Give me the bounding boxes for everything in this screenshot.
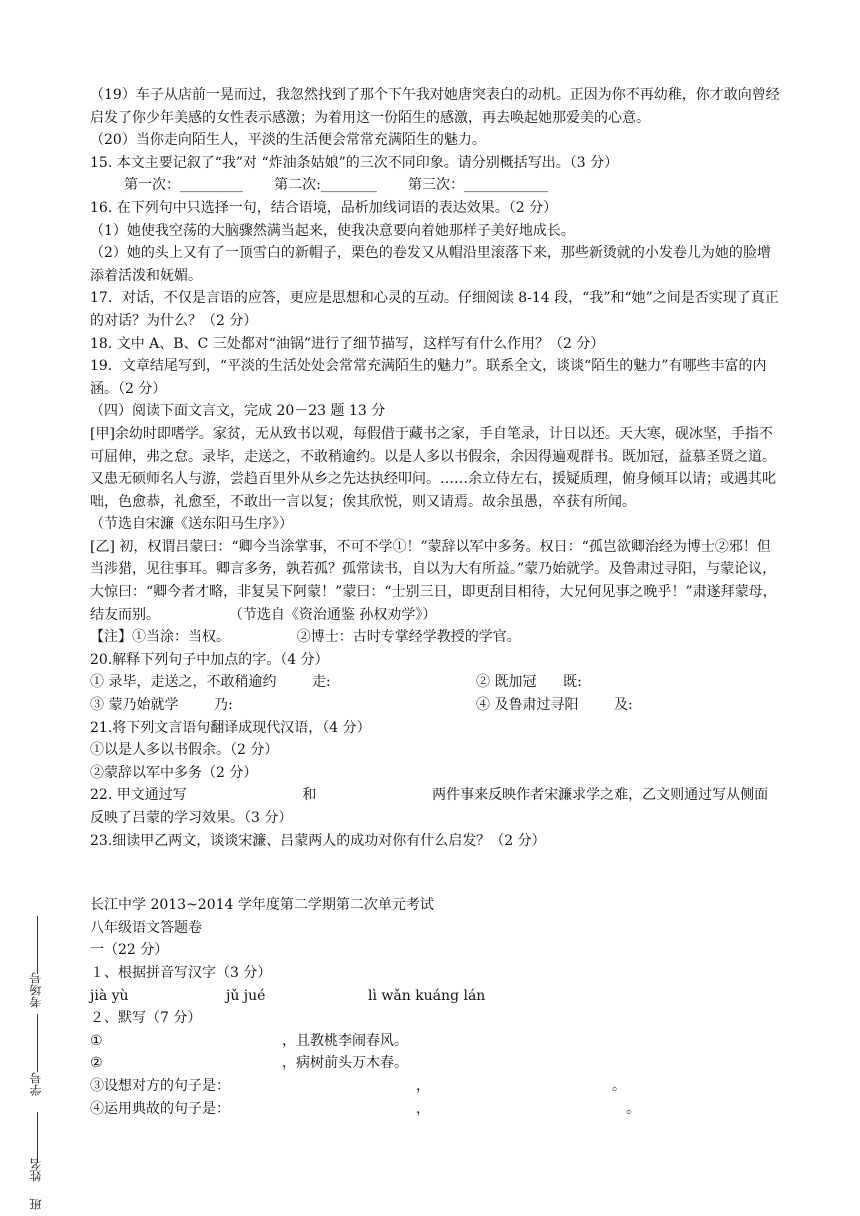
question-17: 17．对话，不仅是言语的应答，更应是思想和心灵的互动。仔细阅读 8-14 段，“我”和“她”之间是否实现了真正的对话？为什么？（2 分） [90,290,779,329]
recitation-4-comma: ， [416,1100,430,1117]
question-1: １、根据拼音写汉字（3 分） [90,964,272,981]
question-15-blanks: 第一次：_________ 第二次:________ 第三次：____________ [124,177,549,194]
question-16: 16. 在下列句中只选择一句，结合语境，品析加线词语的表达效果。（2 分） [90,199,558,216]
question-19: 19．文章结尾写到，“平淡的生活处处会常常充满陌生的魅力”。联系全文，谈谈“陌生的魅力”有哪些丰富的内涵。（2 分） [90,358,767,397]
recitation-4-label: ④运用典故的句子是： [90,1100,230,1117]
annotation-note: 【注】①当涂：当权。 ②博士：古时专掌经学教授的学官。 [90,629,521,646]
recitation-2-number: ② [90,1055,103,1072]
recitation-4-period: 。 [626,1100,640,1117]
question-23: 23.细读甲乙两文，谈谈宋濂、吕蒙两人的成功对你有什么启发？（2 分） [90,832,546,849]
question-16-option-1: （1）她使我空荡的大脑骤然满当起来，使我决意要向着她那样子美好地成长。 [90,222,575,239]
passage-jia-text: [甲]余幼时即嗜学。家贫，无从致书以观，每假借于藏书之家，手自笔录，计日以还。天大寒，砚冰坚，手指不可屈伸，弗之怠。录毕，走送之，不敢稍逾约。以是人多以书假余，余因得遍观群书。既加冠，益慕圣贤之道。又患无硕师名人与游，尝趋百里外从乡之先达执经叩问。……余立侍左右，援疑质理，俯身倾耳以请；或遇其叱咄，色愈恭，礼愈至，不敢出一言以复；俟其欣悦，则又请焉。故余虽愚，卒获有所闻。 [90,425,776,510]
question-22: 22. 甲文通过写 和 两件事来反映作者宋濂求学之难，乙文则通过写从侧面反映了吕蒙的学习效果。（3 分） [90,787,769,826]
passage-yi [90,536,782,626]
recitation-row-1 [90,1030,782,1053]
question-2: ２、默写（7 分） [90,1010,202,1027]
recitation-3-label: ③设想对方的句子是： [90,1077,230,1094]
paragraph-20: （20）当你走向陌生人，平淡的生活便会常常充满陌生的魅力。 [90,132,486,149]
xuehao-rule [37,1014,38,1072]
recitation-1-text: ，且教桃李闹春风。 [282,1032,408,1049]
recitation-3-period: 。 [612,1077,626,1094]
question-18: 18. 文中 A、B、C 三处都对“油锅”进行了细节描写，这样写有什么作用？（2 分） [90,335,605,352]
recitation-3-comma: ， [416,1077,430,1094]
passage-jia [90,423,782,536]
question-15: 15. 本文主要记叙了“我”对 “炸油条姑娘”的三次不同印象。请分别概括写出。（3 分） [90,154,619,171]
pinyin-item-1: jià yù [90,987,129,1004]
question-20-item-4: ④ 及鲁肃过寻阳 及: [476,697,633,714]
recitation-2-text: ，病树前头万木春。 [282,1055,408,1072]
question-21-item-2: ②蒙辞以军中多务（2 分） [90,764,258,781]
binding-margin [0,880,80,1216]
recitation-row-4 [90,1098,782,1121]
recitation-1-number: ① [90,1032,103,1049]
paragraph-19: （19）车子从店前一晃而过，我忽然找到了那个下午我对她唐突表白的动机。正因为你不再幼稚，你才敢向曾经启发了你少年美感的女性表示感激；为着用这一份陌生的感激，再去唤起她那爱美的心意。 [90,87,780,126]
passage-yi-text: [乙] 初，权谓吕蒙曰：“卿今当涂掌事，不可不学①！”蒙辞以军中多务。权日：“孤岂欲卿治经为博士②邪！但当涉猎，见往事耳。卿言多务，孰若孤？孤常读书，自以为大有所益。”蒙乃始就学。及鲁肃过寻阳，与蒙论议，大惊曰：“卿今者才略，非复吴下阿蒙！”蒙曰：“士别三日，即更刮目相待，大兄何见事之晚乎！”肃遂拜蒙母，结友而别。 [90,538,777,623]
passage-jia-source: （节选自宋濂《送东阳马生序》） [90,516,293,533]
pinyin-row [90,985,782,1008]
answer-sheet-subtitle: 八年级语文答题卷 [90,919,202,936]
pinyin-item-3: lì wǎn kuáng lán [368,987,486,1004]
question-20-row-1 [90,671,782,694]
xingming-rule [37,1112,38,1162]
xuehao-label: 学号 [29,1072,43,1096]
passage-yi-source: （节选自《资治通鉴 孙权劝学》） [228,606,437,623]
part-1-heading: 一（22 分） [90,942,169,959]
question-21: 21.将下列文言语句翻译成现代汉语，（4 分） [90,719,371,736]
question-21-item-1: ①以是人多以书假余。（2 分） [90,742,279,759]
kaochang-rule [37,916,38,974]
question-20-item-1: ① 录毕，走送之，不敢稍逾约 走: [90,674,331,691]
exam-page [90,84,782,1120]
answer-sheet-title: 长江中学 2013~2014 学年度第二学期第二次单元考试 [90,897,434,914]
section-4-heading: （四）阅读下面文言文，完成 20－23 题 13 分 [90,403,386,420]
xingming-label: 姓名 [29,1158,43,1182]
recitation-row-2 [90,1052,782,1075]
kaochang-label: 考场号 [29,972,43,1008]
pinyin-item-2: jǔ jué [226,987,266,1004]
ban-label: 班 [29,1198,43,1210]
question-20-item-3: ③ 蒙乃始就学 乃: [90,697,233,714]
recitation-row-3 [90,1075,782,1098]
question-20-item-2: ② 既加冠 既: [476,674,582,691]
question-20-row-2 [90,694,782,717]
question-16-option-2: （2）她的头上又有了一顶雪白的新帽子，栗色的卷发又从帽沿里滚落下来，那些新烫就的小发卷儿为她的脸增添着活泼和妩媚。 [90,245,771,284]
question-20: 20.解释下列句子中加点的字。（4 分） [90,651,329,668]
